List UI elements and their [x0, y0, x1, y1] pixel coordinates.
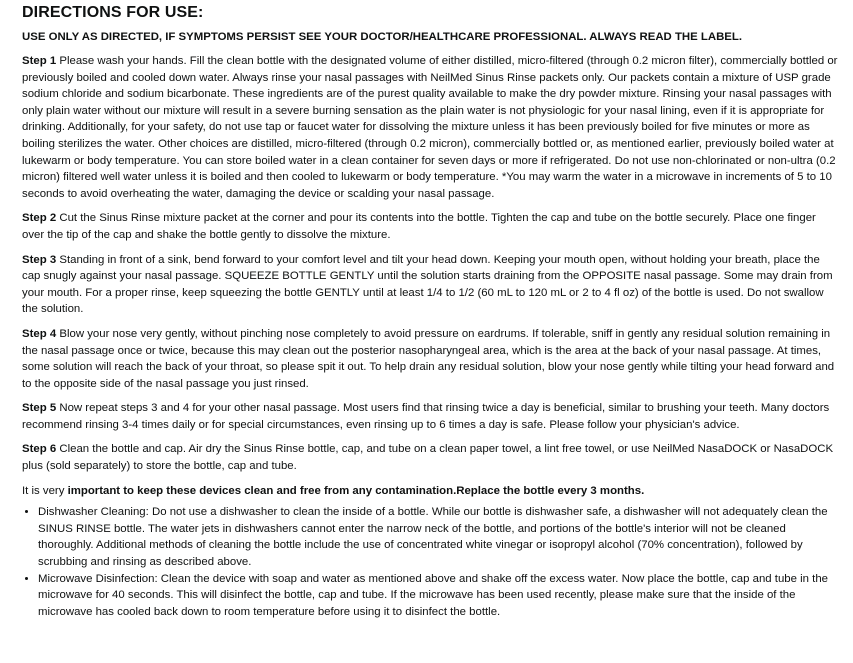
- step-1: [22, 53, 839, 202]
- page-title: DIRECTIONS FOR USE:: [22, 4, 204, 21]
- step-label: Step 3: [22, 253, 57, 266]
- step-6: [22, 441, 839, 474]
- list-item: • Microwave Disinfection: Clean the device with soap and water as mentioned above and shake off the excess water. Now place the bottle, cap and tube in the microwave for 40 seconds. This will disinfect the bottle, cap and tube. If the microwave has been used recently, please make sure that the inside of the microwave has cooled back down to room temperature before using it to disinfect the bottle.: [38, 571, 839, 621]
- step-text: Please wash your hands. Fill the clean bottle with the designated volume of either distilled, micro-filtered (through 0.2 micron filter), commercially bottled or previously boiled and cooled down water. Always rinse your nasal passages with NeilMed Sinus Rinse packets only. Our packets contain a mixture of USP grade sodium chloride and sodium bicarbonate. These ingredients are of the purest quality available to make the dry powder mixture. Rinsing your nasal passages with only plain water without our mixture will result in a severe burning sensation as the plain water is not physiologic for your nasal lining, even if it is appropriate for drinking. Additionally, for your safety, do not use tap or faucet water for dissolving the mixture unless it has been previously boiled for five minutes or more as boiling sterilizes the water. Other choices are distilled, micro-filtered (through 0.2 micron), commercially bottled or, as mentioned earlier, previously boiled water at lukewarm or body temperature. You can store boiled water in a clean container for seven days or more if refrigerated. Do not use non-chlorinated or non-ultra (0.2 micron) filtered well water unless it is boiled and then cooled to lukewarm or body temperature. *You may warm the water in a microwave in increments of 5 to 10 seconds to avoid overheating the water, damaging the device or scalding your nasal passage.: [22, 55, 838, 200]
- cleaning-note: [22, 483, 839, 500]
- step-4: [22, 326, 839, 392]
- step-text: Standing in front of a sink, bend forward to your comfort level and tilt your head down. Keeping your mouth open, without holding your breath, place the cap snugly against your nasal passage. SQUEEZE BOTTLE GENTLY until the solution starts draining from the OPPOSITE nasal passage. Some may drain from your mouth. For a proper rinse, keep squeezing the bottle GENTLY until at least 1/4 to 1/2 (60 mL to 120 mL or 2 to 4 fl oz) of the bottle is used. Do not swallow the solution.: [22, 253, 833, 316]
- step-label: Step 1: [22, 55, 57, 67]
- step-text: Now repeat steps 3 and 4 for your other nasal passage. Most users find that rinsing twice a day is beneficial, similar to brushing your teeth. Many doctors recommend rinsing 3-4 times daily or for special circumstances, even rinsing up to 6 times a day is safe. Please follow your physician's advice.: [22, 402, 830, 431]
- usage-warning: USE ONLY AS DIRECTED, IF SYMPTOMS PERSIST SEE YOUR DOCTOR/HEALTHCARE PROFESSIONAL. ALWAYS READ THE LABEL.: [22, 31, 743, 43]
- note-emphasis: important to keep these devices clean and free from any contamination.Replace the bottle every 3 months.: [67, 484, 645, 497]
- step-5: [22, 400, 839, 433]
- step-text: Clean the bottle and cap. Air dry the Sinus Rinse bottle, cap, and tube on a clean paper towel, a lint free towel, or use NeilMed NasaDOCK or NasaDOCK plus (sold separately) to store the bottle, cap and tube.: [22, 443, 834, 473]
- step-3: [22, 252, 839, 318]
- step-text: Blow your nose very gently, without pinching nose completely to avoid pressure on eardrums. If tolerable, sniff in gently any residual solution remaining in the nasal passage once or twice, because this may clean out the posterior nasopharyngeal area, which is the area at the back of your nasal passage. At times, some solution will reach the back of your throat, so please spit it out. To help drain any residual solution, blow your nose gently while tilting your head forward and to the opposite side of the nasal passage you just rinsed.: [22, 327, 835, 390]
- step-label: Step 2: [22, 212, 57, 225]
- step-label: Step 5: [22, 402, 57, 415]
- step-2: [22, 210, 839, 243]
- step-label: Step 6: [22, 443, 57, 456]
- note-prefix: It is very: [22, 484, 68, 497]
- cleaning-list: [22, 504, 839, 620]
- step-label: Step 4: [22, 327, 57, 340]
- step-text: Cut the Sinus Rinse mixture packet at the corner and pour its contents into the bottle. Tighten the cap and tube on the bottle securely. Place one finger over the tip of the cap and shake the bottle gently to dissolve the mixture.: [22, 212, 816, 241]
- list-item: • Dishwasher Cleaning: Do not use a dishwasher to clean the inside of a bottle. While our bottle is dishwasher safe, a dishwasher will not adequately clean the SINUS RINSE bottle. The water jets in dishwashers cannot enter the narrow neck of the bottle, and portions of the bottle's interior will not be cleaned thoroughly. Additional methods of cleaning the bottle include the use of concentrated white vinegar or isopropyl alcohol (70% concentration), followed by scrubbing and rinsing as described above.: [38, 504, 839, 570]
